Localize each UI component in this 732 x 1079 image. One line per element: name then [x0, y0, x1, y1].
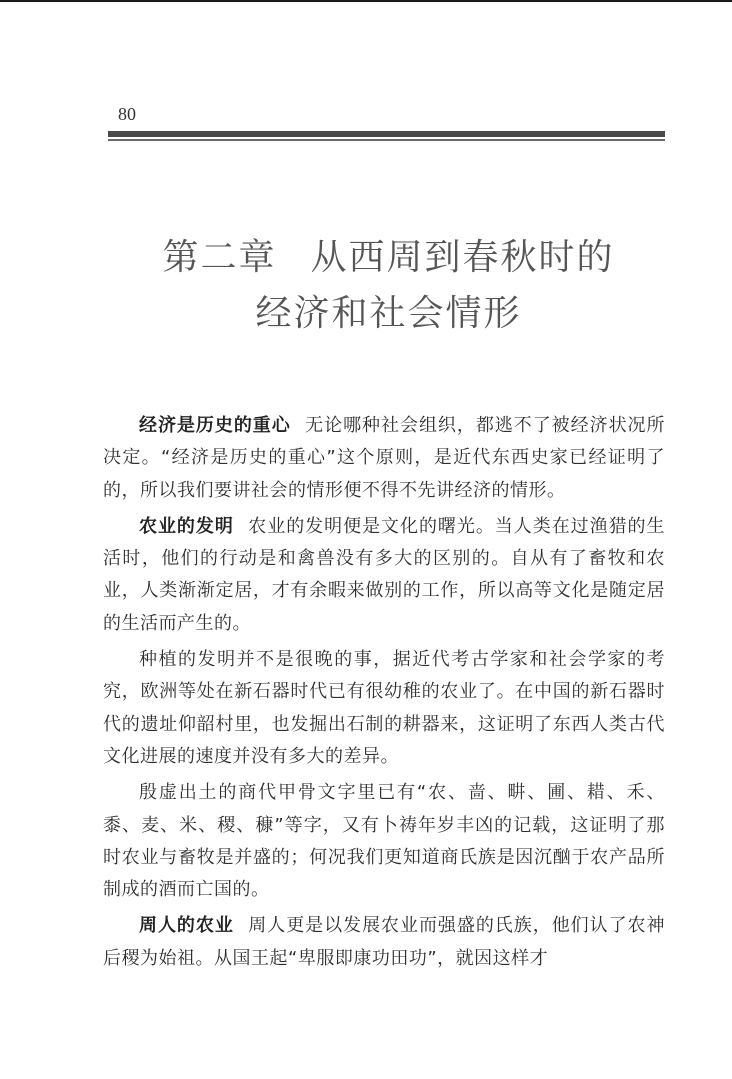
paragraph: [103, 910, 665, 975]
paragraph-text: 周人更是以发展农业而强盛的氏族，他们认了农神后稷为始祖。从国王起“卑服即康功田功”，就因这样才: [103, 915, 666, 969]
paragraph-text: 殷虚出土的商代甲骨文字里已有“农、啬、畊、圃、耤、禾、黍、麦、米、稷、穅”等字，又有卜祷年岁丰凶的记载，这证明了那时农业与畜牧是并盛的；何况我们更知道商氏族是因沉酗于农产品所制成的酒而亡国的。: [103, 782, 665, 901]
paragraph: [103, 410, 665, 507]
header-rule-thick: [108, 131, 665, 137]
paragraph: [103, 644, 665, 773]
paragraph-text: 种植的发明并不是很晚的事，据近代考古学家和社会学家的考究，欧洲等处在新石器时代已有很幼稚的农业了。在中国的新石器时代的遗址仰韶村里，也发掘出石制的耕器来，这证明了东西人类古代文化进展的速度并没有多大的差异。: [103, 649, 665, 767]
chapter-title: [100, 230, 677, 342]
paragraph-heading: 经济是历史的重心: [139, 415, 291, 436]
paragraph: [103, 777, 665, 906]
paragraph-heading: 农业的发明: [139, 515, 234, 537]
body-text: [103, 410, 665, 975]
top-border: [0, 0, 732, 2]
chapter-title-line1: [100, 230, 677, 286]
paragraph-text: 无论哪种社会组织，都逃不了被经济状况所决定。“经济是历史的重心”这个原则，是近代东西史家已经证明了的，所以我们要讲社会的情形便不得不先讲经济的情形。: [103, 415, 665, 501]
chapter-title-text-1: 从西周到春秋时的: [310, 237, 615, 278]
paragraph-heading: 周人的农业: [139, 915, 234, 937]
header-rule-thin: [108, 139, 665, 141]
paragraph: [103, 511, 665, 640]
chapter-title-line2: 经济和社会情形: [255, 293, 522, 334]
chapter-label: 第二章: [162, 237, 277, 278]
page-number: 80: [118, 104, 136, 124]
paragraph-text: 农业的发明便是文化的曙光。当人类在过渔猎的生活时，他们的行动是和禽兽没有多大的区别的。自从有了畜牧和农业，人类渐渐定居，才有余暇来做别的工作，所以高等文化是随定居的生活而产生的。: [103, 515, 666, 634]
